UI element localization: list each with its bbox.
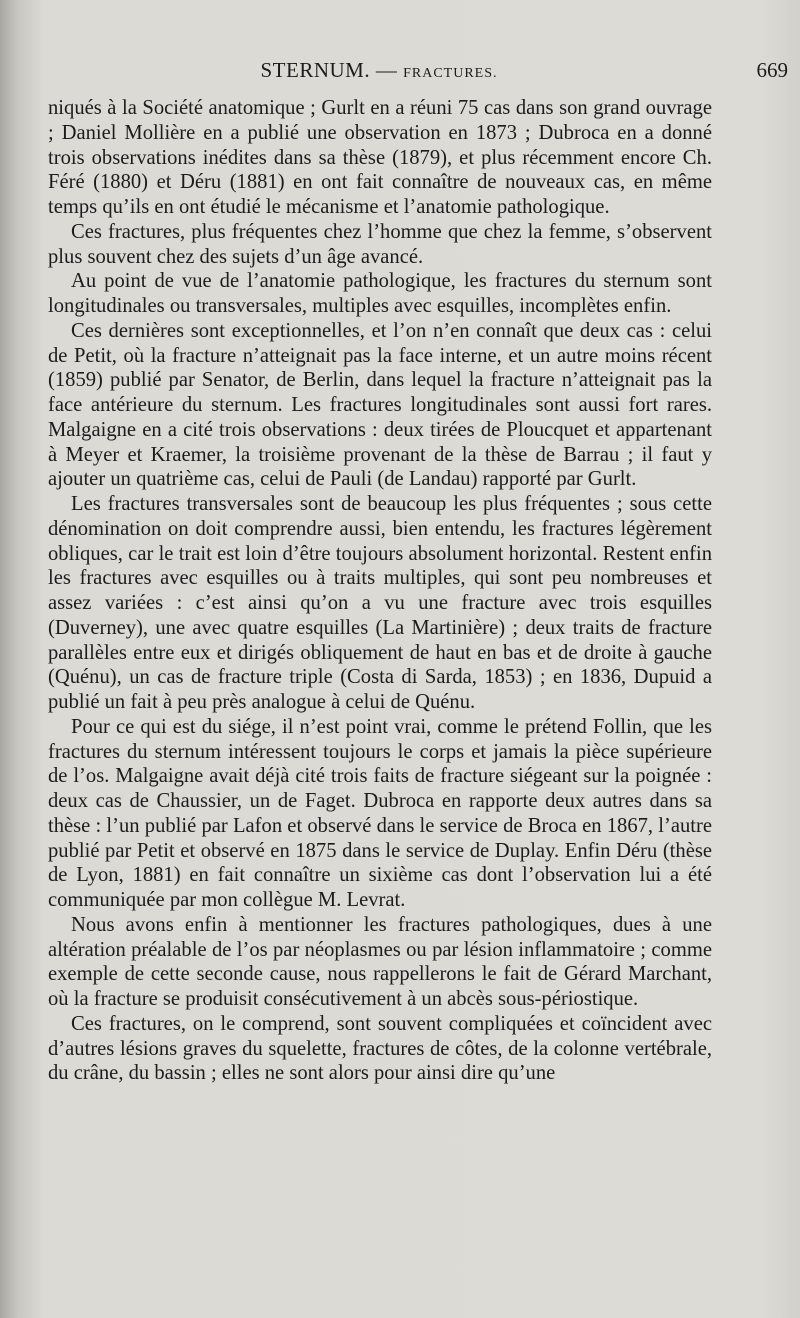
paragraph: Nous avons enfin à mentionner les fractures pathologiques, dues à une altération préalable de l’os par néoplasmes ou par lésion inflammatoire ; comme exemple de cette seconde cause, nous rappellerons le fait de Gérard Marchant, où la fracture se produisit consécutivement à un abcès sous-périostique. bbox=[48, 913, 712, 1010]
paragraph: Au point de vue de l’anatomie pathologique, les fractures du sternum sont longitudinales ou transversales, multiples avec esquilles, incomplètes enfin. bbox=[48, 270, 712, 317]
paragraph: Pour ce qui est du siége, il n’est point vrai, comme le prétend Follin, que les fractures du sternum intéressent toujours le corps et jamais la pièce supérieure de l’os. Malgaigne avait déjà cité trois faits de fracture siégeant sur la poignée : deux cas de Chaussier, un de Faget. Dubroca en rapporte deux autres dans sa thèse : l’un publié par Lafon et observé dans le service de Broca en 1867, l’autre publié par Petit et observé en 1875 dans le service de Duplay. Enfin Déru (thèse de Lyon, 1881) en fait connaître un sixième cas dont l’observation lui a été communiquée par mon collègue M. Levrat. bbox=[48, 715, 712, 911]
header-separator: — bbox=[375, 58, 398, 82]
header-subtitle: FRACTURES. bbox=[403, 66, 498, 81]
running-head-title bbox=[48, 58, 710, 83]
paragraph: Les fractures transversales sont de beaucoup les plus fréquentes ; sous cette dénomination on doit comprendre aussi, bien entendu, les fractures légèrement obliques, car le trait est loin d’être toujours absolument horizontal. Restent enfin les fractures avec esquilles ou à traits multiples, qui sont peu nombreuses et assez variées : c’est ainsi qu’on a vu une fracture avec trois esquilles (Duverney), une avec quatre esquilles (La Martinière) ; deux traits de fracture parallèles entre eux et dirigés obliquement de haut en bas et de droite à gauche (Quénu), un cas de fracture triple (Costa di Sarda, 1853) ; en 1836, Dupuid a publié un fait à peu près analogue à celui de Quénu. bbox=[48, 493, 712, 713]
paragraph: Ces fractures, on le comprend, sont souvent compliquées et coïncident avec d’autres lésions graves du squelette, fractures de côtes, de la colonne vertébrale, du crâne, du bassin ; elles ne sont alors pour ainsi dire qu’une bbox=[48, 1012, 712, 1085]
body-text bbox=[48, 96, 712, 1086]
paragraph: Ces dernières sont exceptionnelles, et l’on n’en connaît que deux cas : celui de Petit, où la fracture n’atteignait pas la face interne, et un autre moins récent (1859) publié par Senator, de Berlin, dans lequel la fracture n’atteignait pas la face antérieure du sternum. Les fractures longitudinales sont aussi fort rares. Malgaigne en a cité trois observations : deux tirées de Ploucquet et appartenant à Meyer et Kraemer, la troisième provenant de la thèse de Barrau ; il faut y ajouter un quatrième cas, celui de Pauli (de Landau) rapporté par Gurlt. bbox=[48, 319, 712, 491]
running-header bbox=[48, 58, 788, 88]
page-number: 669 bbox=[756, 58, 788, 82]
paragraph: Ces fractures, plus fréquentes chez l’homme que chez la femme, s’observent plus souvent chez des sujets d’un âge avancé. bbox=[48, 220, 712, 268]
header-title: STERNUM. bbox=[260, 58, 371, 82]
paragraph-continued: niqués à la Société anatomique ; Gurlt en a réuni 75 cas dans son grand ouvrage ; Daniel Mollière en a publié une observation en 1873 ; Dubroca en a donné trois observations inédites dans sa thèse (1879), et plus récemment encore Ch. Féré (1880) et Déru (1881) en ont fait connaître de nouveaux cas, en même temps qu’ils en ont étudié le mécanisme et l’anatomie pathologique. bbox=[48, 97, 712, 218]
